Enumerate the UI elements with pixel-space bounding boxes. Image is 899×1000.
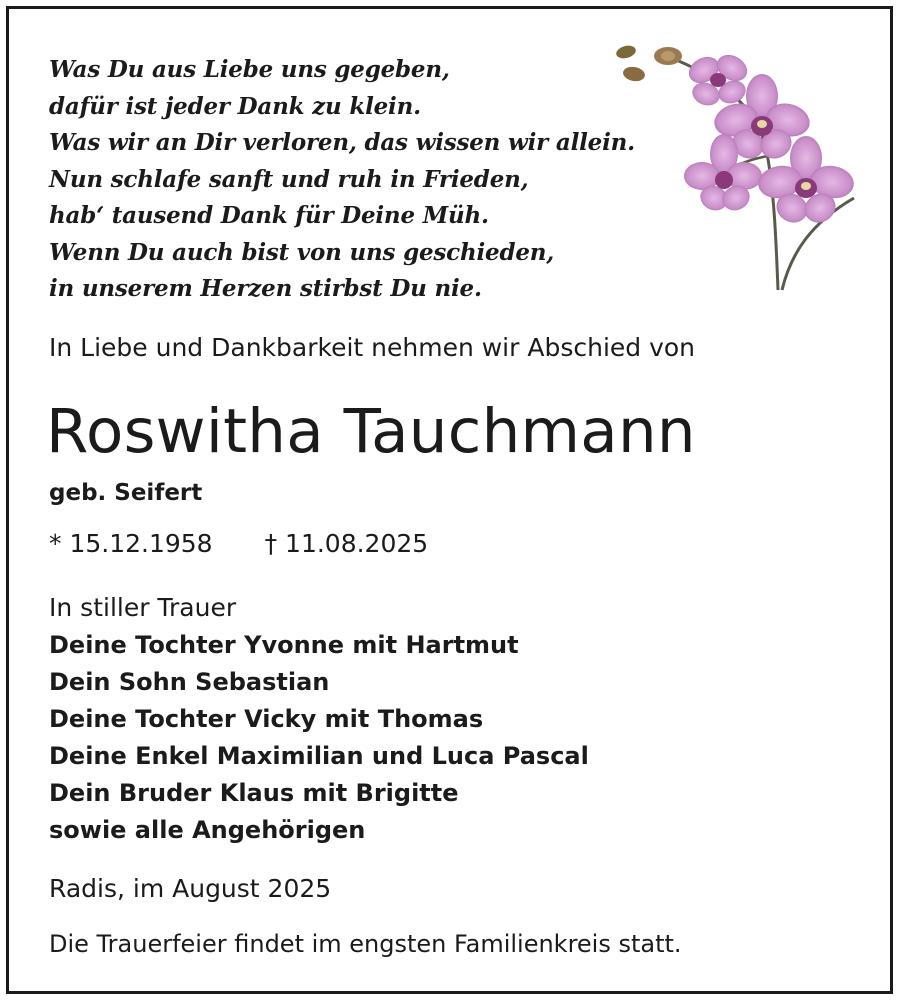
- life-dates: [49, 526, 428, 562]
- mourner-item: Dein Bruder Klaus mit Brigitte: [49, 779, 459, 807]
- mourner-item: Dein Sohn Sebastian: [49, 668, 330, 696]
- funeral-notice: Die Trauerfeier findet im engsten Familienkreis statt.: [49, 930, 682, 958]
- maiden-name: geb. Seifert: [49, 480, 203, 506]
- birth-date: * 15.12.1958: [49, 529, 213, 558]
- deceased-name: Roswitha Tauchmann: [46, 396, 696, 467]
- mourner-item: Deine Tochter Yvonne mit Hartmut: [49, 631, 519, 659]
- poem-line: Was wir an Dir verloren, das wissen wir allein.: [49, 129, 635, 156]
- death-date: † 11.08.2025: [264, 529, 429, 558]
- place-date: Radis, im August 2025: [49, 874, 332, 903]
- poem-line: in unserem Herzen stirbst Du nie.: [49, 275, 482, 302]
- poem: [49, 52, 635, 308]
- mourner-item: Deine Tochter Vicky mit Thomas: [49, 705, 484, 733]
- mourner-item: Deine Enkel Maximilian und Luca Pascal: [49, 742, 589, 770]
- mourning-lead: In stiller Trauer: [49, 593, 237, 622]
- poem-line: hab‘ tausend Dank für Deine Müh.: [49, 202, 489, 229]
- intro-text: In Liebe und Dankbarkeit nehmen wir Abschied von: [49, 333, 696, 362]
- poem-line: Was Du aus Liebe uns gegeben,: [49, 56, 450, 83]
- orchid-icon: [606, 38, 862, 292]
- poem-line: Wenn Du auch bist von uns geschieden,: [49, 238, 555, 266]
- poem-line: dafür ist jeder Dank zu klein.: [49, 92, 421, 120]
- mourner-list: [49, 627, 589, 849]
- poem-line: Nun schlafe sanft und ruh in Frieden,: [49, 165, 529, 193]
- mourner-item: sowie alle Angehörigen: [49, 816, 366, 844]
